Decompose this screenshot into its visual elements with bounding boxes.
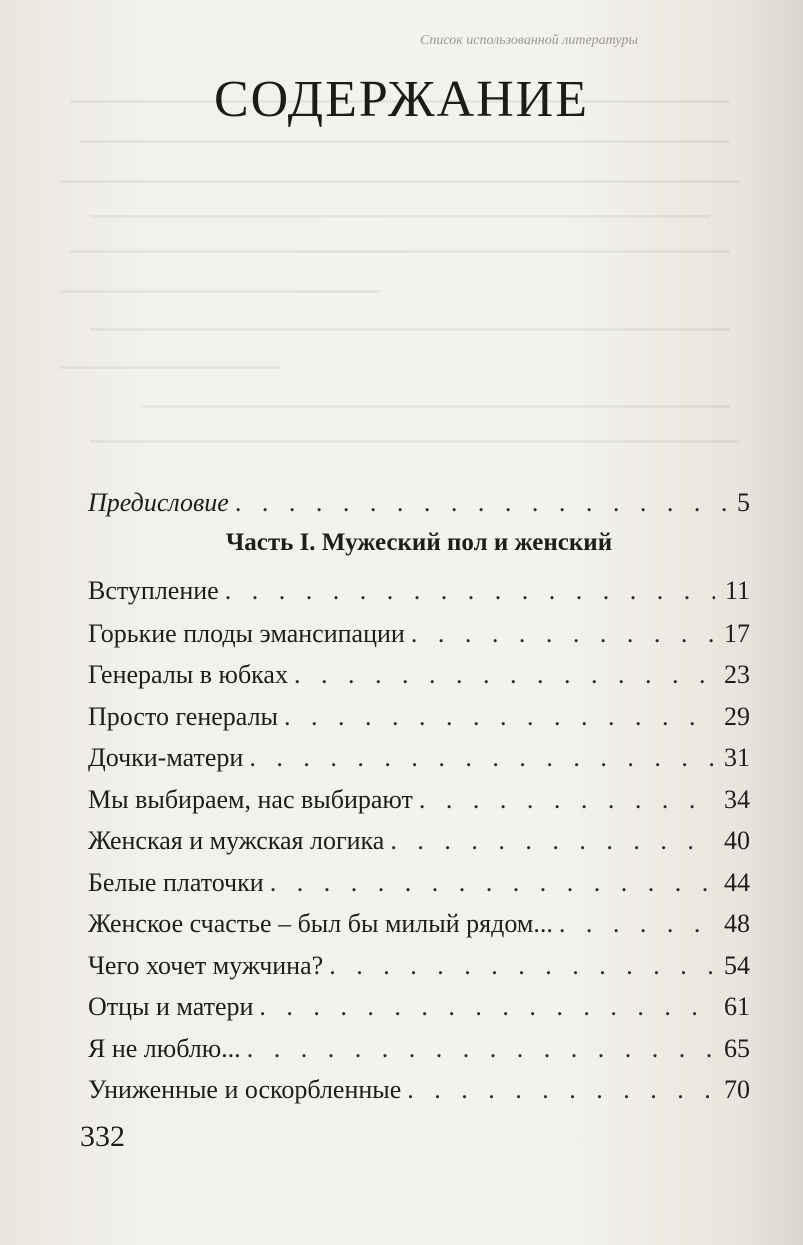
- toc-entry-label: Чего хочет мужчина?: [88, 951, 324, 980]
- toc-entry-label: Женская и мужская логика: [88, 826, 385, 855]
- toc-entry: [88, 738, 750, 778]
- toc-entry-label: Мы выбираем, нас выбирают: [88, 785, 413, 814]
- toc-entry-page: 29: [724, 702, 750, 731]
- leader-dots: [259, 987, 714, 1027]
- toc-entry-page: 61: [724, 992, 750, 1021]
- toc-entry-label: Просто генералы: [88, 702, 279, 731]
- toc-entry-label: Униженные и оскорбленные: [88, 1075, 402, 1104]
- toc-entry: [88, 863, 750, 903]
- toc-entry-page: 5: [737, 488, 750, 517]
- toc-entry: [88, 1070, 750, 1110]
- toc-entry-label: Я не люблю...: [88, 1034, 241, 1063]
- leader-dots: [329, 946, 714, 986]
- toc-entry: [88, 946, 750, 986]
- toc-entry: [88, 821, 750, 861]
- toc-entry-page: 70: [724, 1075, 750, 1104]
- toc-entry-page: 54: [724, 951, 750, 980]
- toc-entry-label: Генералы в юбках: [88, 660, 288, 689]
- toc-entry: [88, 571, 750, 611]
- toc-entry-label: Горькие плоды эмансипации: [88, 619, 405, 648]
- toc-entry-label: Предисловие: [88, 488, 229, 517]
- leader-dots: [407, 1070, 714, 1110]
- toc-entry-label: Белые платочки: [88, 868, 264, 897]
- toc-entry-page: 34: [724, 785, 750, 814]
- leader-dots: [294, 655, 714, 695]
- part-heading: Часть I. Мужеский пол и женский: [225, 529, 613, 556]
- toc-entry-page: 17: [724, 619, 750, 648]
- toc-entry-page: 44: [724, 868, 750, 897]
- toc-entry-page: 31: [724, 743, 750, 772]
- toc-entry-page: 23: [724, 660, 750, 689]
- toc-entry: [88, 904, 750, 944]
- toc-entry: [88, 655, 750, 695]
- leader-dots: [235, 483, 727, 523]
- leader-dots: [225, 571, 715, 611]
- toc-entry-page: 48: [724, 909, 750, 938]
- leader-dots: [284, 697, 714, 737]
- toc-entry: [88, 780, 750, 820]
- leader-dots: [419, 780, 714, 820]
- leader-dots: [411, 614, 714, 654]
- toc-entry: [88, 987, 750, 1027]
- toc-entry-label: Женское счастье – был бы милый рядом...: [88, 909, 553, 938]
- leader-dots: [247, 1029, 714, 1069]
- toc-entry-preface: [88, 483, 750, 523]
- leader-dots: [249, 738, 714, 778]
- leader-dots: [390, 821, 714, 861]
- toc-entry: [88, 614, 750, 654]
- toc-entry-page: 40: [724, 826, 750, 855]
- toc-entry: [88, 697, 750, 737]
- leader-dots: [270, 863, 714, 903]
- page-title: СОДЕРЖАНИЕ: [214, 71, 589, 128]
- toc-entry-page: 11: [724, 576, 750, 605]
- toc-entry-label: Дочки-матери: [88, 743, 244, 772]
- leader-dots: [559, 904, 714, 944]
- page-number: 332: [80, 1120, 125, 1153]
- toc-entry-label: Вступление: [88, 576, 219, 605]
- toc-entry-page: 65: [724, 1034, 750, 1063]
- toc-entry: [88, 1029, 750, 1069]
- running-head: Список использованной литературы: [420, 33, 638, 48]
- toc-entry-label: Отцы и матери: [88, 992, 254, 1021]
